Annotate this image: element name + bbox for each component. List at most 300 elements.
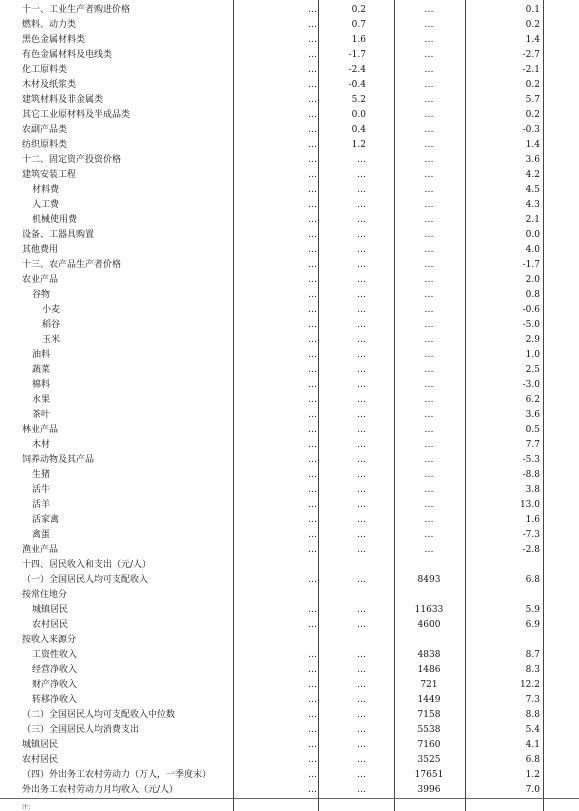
cell-c2: 1.6 [351, 35, 366, 45]
row-label: 活羊 [32, 500, 51, 510]
row-label: 油料 [32, 350, 51, 360]
cell-c3 [394, 633, 464, 648]
row-label: 城镇居民 [32, 605, 69, 615]
cell-c1: … [308, 35, 317, 45]
row-label: （三）全国居民人均消费支出 [22, 725, 140, 735]
cell-c4: -3.0 [522, 380, 540, 390]
cell-c2: … [357, 155, 366, 165]
row-label: 农村居民 [22, 755, 59, 765]
cell-c4: -0.3 [522, 125, 540, 135]
table-row [0, 408, 579, 423]
row-label: 建筑安装工程 [22, 170, 77, 180]
cell-c3: … [424, 245, 434, 255]
cell-c4: -2.1 [522, 65, 540, 75]
row-label: 黑色金属材料类 [22, 35, 86, 45]
cell-c3: … [424, 365, 434, 375]
cell-c1: … [308, 275, 317, 285]
cell-c1: … [308, 20, 317, 30]
row-label: 生猪 [32, 470, 51, 480]
table-row [0, 423, 579, 438]
cell-c1: … [308, 50, 317, 60]
table-row [0, 723, 579, 738]
row-label: （一）全国居民人均可支配收入 [22, 575, 149, 585]
cell-c4: 8.7 [525, 650, 540, 660]
table-row [0, 333, 579, 348]
cell-c2: … [357, 275, 366, 285]
cell-c1: … [308, 665, 317, 675]
cell-c2: -1.7 [348, 50, 366, 60]
cell-c4: -7.3 [522, 530, 540, 540]
cell-c1: … [308, 680, 317, 690]
cell-c1: … [308, 380, 317, 390]
cell-c3: … [424, 455, 434, 465]
table-row [0, 288, 579, 303]
row-label: 其他费用 [22, 245, 59, 255]
table-row [0, 648, 579, 663]
row-label: 小麦 [42, 305, 61, 315]
cell-c1: … [308, 710, 317, 720]
cell-c2: … [357, 200, 366, 210]
cell-c3: … [424, 230, 434, 240]
cell-c4: 6.9 [525, 620, 540, 630]
row-label: 活牛 [32, 485, 51, 495]
table-row [0, 243, 579, 258]
cell-c4: 2.0 [525, 275, 540, 285]
cell-c4 [465, 558, 542, 573]
footnote: 注： [22, 804, 35, 811]
cell-c3: … [424, 470, 434, 480]
table-row [0, 768, 579, 783]
cell-c2: … [357, 350, 366, 360]
row-label: 十四、居民收入和支出（元/人） [22, 560, 152, 570]
cell-c1: … [308, 575, 317, 585]
table-row [0, 543, 579, 558]
cell-c3: … [424, 20, 434, 30]
cell-c2: … [357, 620, 366, 630]
table-row [0, 168, 579, 183]
cell-c3 [394, 558, 464, 573]
cell-c1: … [308, 440, 317, 450]
cell-c4: 2.1 [525, 215, 540, 225]
table-row [0, 453, 579, 468]
cell-c2: … [357, 410, 366, 420]
cell-c2: … [357, 320, 366, 330]
cell-c3: … [424, 290, 434, 300]
cell-c1: … [308, 215, 317, 225]
cell-c1: … [308, 470, 317, 480]
row-label: 城镇居民 [22, 740, 59, 750]
row-label: 林业产品 [22, 425, 59, 435]
cell-c1: … [308, 5, 317, 15]
cell-c1: … [308, 515, 317, 525]
cell-c1: … [308, 200, 317, 210]
row-label: 化工原料类 [22, 65, 68, 75]
cell-c1: … [308, 650, 317, 660]
cell-c4: 1.6 [525, 515, 540, 525]
row-label: （四）外出务工农村劳动力（万人，一季度末） [22, 770, 212, 780]
cell-c2: … [357, 545, 366, 555]
cell-c2: 0.2 [351, 5, 366, 15]
cell-c4: 4.2 [525, 170, 540, 180]
cell-c1: … [308, 500, 317, 510]
table-row [0, 783, 579, 798]
cell-c3: … [424, 545, 434, 555]
cell-c4: 0.2 [525, 20, 540, 30]
cell-c3: … [424, 320, 434, 330]
row-label: 有色金属材料及电线类 [22, 50, 113, 60]
cell-c4: 0.0 [525, 230, 540, 240]
cell-c4: 0.2 [525, 110, 540, 120]
table-row [0, 258, 579, 273]
table-row [0, 138, 579, 153]
row-label: 谷物 [32, 290, 51, 300]
cell-c2: … [357, 500, 366, 510]
cell-c1 [235, 588, 317, 603]
table-row [0, 528, 579, 543]
row-label: 禽蛋 [32, 530, 51, 540]
cell-c4: 1.2 [525, 770, 540, 780]
table-row [0, 393, 579, 408]
cell-c1: … [308, 95, 317, 105]
table-row [0, 378, 579, 393]
row-label: 其它工业原材料及半成品类 [22, 110, 131, 120]
table-row [0, 213, 579, 228]
cell-c4: 2.5 [525, 365, 540, 375]
cell-c4: 0.2 [525, 80, 540, 90]
row-label: 饲养动物及其产品 [22, 455, 95, 465]
cell-c3: … [424, 35, 434, 45]
cell-c4: 3.6 [525, 410, 540, 420]
cell-c4: 0.1 [525, 5, 540, 15]
cell-c2: … [357, 305, 366, 315]
cell-c2: … [357, 215, 366, 225]
cell-c1: … [308, 605, 317, 615]
table-row [0, 78, 579, 93]
cell-c3: … [424, 530, 434, 540]
row-label: 材料费 [32, 185, 60, 195]
row-label: 玉米 [42, 335, 61, 345]
cell-c1: … [308, 320, 317, 330]
row-label: 农业产品 [22, 275, 59, 285]
cell-c2: … [357, 740, 366, 750]
row-label: 燃料、动力类 [22, 20, 77, 30]
cell-c2: … [357, 770, 366, 780]
table-row [0, 588, 579, 603]
cell-c3: … [424, 80, 434, 90]
table-row [0, 738, 579, 753]
cell-c2: 5.2 [351, 95, 366, 105]
cell-c4: 1.4 [525, 35, 540, 45]
cell-c3: 4838 [417, 650, 441, 660]
cell-c3: 3525 [417, 755, 441, 765]
cell-c4: 0.5 [525, 425, 540, 435]
row-label: 十一、工业生产者购进价格 [22, 5, 131, 15]
row-label: 转移净收入 [32, 695, 78, 705]
cell-c4 [465, 633, 542, 648]
cell-c1: … [308, 695, 317, 705]
cell-c2: 1.2 [351, 140, 366, 150]
cell-c2: … [357, 365, 366, 375]
cell-c2: … [357, 515, 366, 525]
table-row [0, 318, 579, 333]
cell-c1: … [308, 155, 317, 165]
row-label: 经营净收入 [32, 665, 78, 675]
cell-c1: … [308, 80, 317, 90]
cell-c3: 3996 [417, 785, 441, 795]
cell-c3: … [424, 425, 434, 435]
table-row [0, 573, 579, 588]
table-row [0, 753, 579, 768]
cell-c2: … [357, 725, 366, 735]
cell-c1: … [308, 365, 317, 375]
row-label: 木材及纸浆类 [22, 80, 77, 90]
row-label: 人工费 [32, 200, 60, 210]
row-label: 农副产品类 [22, 125, 68, 135]
cell-c2 [318, 558, 368, 573]
row-label: 蔬菜 [32, 365, 51, 375]
cell-c2: … [357, 710, 366, 720]
cell-c1: … [308, 620, 317, 630]
cell-c4: 12.2 [519, 680, 540, 690]
cell-c4: 4.1 [525, 740, 540, 750]
cell-c1: … [308, 245, 317, 255]
cell-c1: … [308, 260, 317, 270]
cell-c1: … [308, 305, 317, 315]
row-label: 外出务工农村劳动力月均收入（元/人） [22, 785, 179, 795]
table-row [0, 633, 579, 648]
row-label: 农村居民 [32, 620, 69, 630]
cell-c3: … [424, 260, 434, 270]
cell-c3: … [424, 125, 434, 135]
cell-c3: 5538 [417, 725, 441, 735]
cell-c2: 0.7 [351, 20, 366, 30]
table-row [0, 678, 579, 693]
cell-c4: 3.6 [525, 155, 540, 165]
table-row [0, 153, 579, 168]
table-row [0, 303, 579, 318]
cell-c4: -2.7 [522, 50, 540, 60]
cell-c2: … [357, 785, 366, 795]
cell-c4: 5.9 [525, 605, 540, 615]
row-label: 建筑材料及非金属类 [22, 95, 104, 105]
cell-c1: … [308, 140, 317, 150]
table-row [0, 108, 579, 123]
cell-c2: … [357, 650, 366, 660]
cell-c2: … [357, 485, 366, 495]
row-label: （二）全国居民人均可支配收入中位数 [22, 710, 176, 720]
table-row [0, 198, 579, 213]
table-row [0, 228, 579, 243]
cell-c3: … [424, 275, 434, 285]
cell-c4: 3.8 [525, 485, 540, 495]
cell-c1: … [308, 725, 317, 735]
table-row [0, 558, 579, 573]
cell-c4: 6.2 [525, 395, 540, 405]
cell-c2: … [357, 230, 366, 240]
cell-c1: … [308, 290, 317, 300]
cell-c3: 17651 [414, 770, 444, 780]
cell-c3: … [424, 500, 434, 510]
row-label: 棉料 [32, 380, 51, 390]
cell-c1 [235, 633, 317, 648]
cell-c2: … [357, 260, 366, 270]
row-label: 按收入来源分 [22, 635, 77, 645]
cell-c4: -1.7 [522, 260, 540, 270]
row-label: 按常住地分 [22, 590, 68, 600]
cell-c3: … [424, 515, 434, 525]
cell-c1: … [308, 545, 317, 555]
cell-c4: 4.3 [525, 200, 540, 210]
cell-c3: … [424, 170, 434, 180]
cell-c1: … [308, 170, 317, 180]
cell-c1: … [308, 425, 317, 435]
cell-c3: 7158 [417, 710, 441, 720]
table-row [0, 663, 579, 678]
cell-c3: … [424, 185, 434, 195]
table-row [0, 618, 579, 633]
table-row [0, 603, 579, 618]
cell-c1: … [308, 785, 317, 795]
cell-c2: … [357, 455, 366, 465]
cell-c3: … [424, 410, 434, 420]
row-label: 十二、固定资产投资价格 [22, 155, 122, 165]
cell-c1: … [308, 350, 317, 360]
table-row [0, 3, 579, 18]
table-row [0, 183, 579, 198]
cell-c3 [394, 588, 464, 603]
cell-c1: … [308, 755, 317, 765]
cell-c2: … [357, 530, 366, 540]
cell-c3: 721 [420, 680, 438, 690]
cell-c1: … [308, 395, 317, 405]
cell-c4: 13.0 [519, 500, 540, 510]
cell-c4: 4.5 [525, 185, 540, 195]
cell-c4: 5.4 [525, 725, 540, 735]
row-label: 纺织原料类 [22, 140, 68, 150]
cell-c3: … [424, 5, 434, 15]
cell-c2: … [357, 695, 366, 705]
cell-c4: 2.9 [525, 335, 540, 345]
cell-c3: … [424, 65, 434, 75]
cell-c4: -2.8 [522, 545, 540, 555]
cell-c4 [465, 588, 542, 603]
cell-c4: 4.0 [525, 245, 540, 255]
cell-c3: … [424, 395, 434, 405]
cell-c4: 8.8 [525, 710, 540, 720]
cell-c3: 8493 [417, 575, 441, 585]
cell-c1: … [308, 65, 317, 75]
table-row [0, 48, 579, 63]
table-row [0, 348, 579, 363]
table-row [0, 273, 579, 288]
cell-c1: … [308, 485, 317, 495]
cell-c2 [318, 633, 368, 648]
cell-c4: 7.3 [525, 695, 540, 705]
cell-c2: 0.0 [351, 110, 366, 120]
row-label: 茶叶 [32, 410, 51, 420]
cell-c3: 4600 [417, 620, 441, 630]
cell-c3: … [424, 335, 434, 345]
table-bottom-rule [0, 798, 579, 799]
row-label: 木材 [32, 440, 51, 450]
cell-c1: … [308, 770, 317, 780]
cell-c2: … [357, 440, 366, 450]
cell-c1: … [308, 410, 317, 420]
row-label: 水果 [32, 395, 51, 405]
table-row [0, 513, 579, 528]
cell-c1: … [308, 335, 317, 345]
cell-c4: 6.8 [525, 575, 540, 585]
row-label: 工资性收入 [32, 650, 78, 660]
cell-c3: … [424, 380, 434, 390]
cell-c3: … [424, 485, 434, 495]
cell-c1: … [308, 185, 317, 195]
cell-c3: … [424, 140, 434, 150]
cell-c3: … [424, 155, 434, 165]
cell-c2: … [357, 335, 366, 345]
cell-c2: … [357, 680, 366, 690]
cell-c2: … [357, 470, 366, 480]
cell-c2: … [357, 395, 366, 405]
row-label: 机械使用费 [32, 215, 78, 225]
cell-c3: … [424, 215, 434, 225]
cell-c1: … [308, 740, 317, 750]
row-label: 稻谷 [42, 320, 61, 330]
cell-c2: -0.4 [348, 80, 366, 90]
cell-c4: 6.8 [525, 755, 540, 765]
row-label: 财产净收入 [32, 680, 78, 690]
table-row [0, 693, 579, 708]
cell-c4: -8.8 [522, 470, 540, 480]
cell-c2: -2.4 [348, 65, 366, 75]
table-row [0, 33, 579, 48]
cell-c2: … [357, 665, 366, 675]
cell-c3: … [424, 200, 434, 210]
table-row [0, 63, 579, 78]
cell-c2: … [357, 755, 366, 765]
cell-c4: -5.3 [522, 455, 540, 465]
cell-c3: … [424, 305, 434, 315]
cell-c4: 7.0 [525, 785, 540, 795]
row-label: 活家禽 [32, 515, 60, 525]
cell-c4: 1.0 [525, 350, 540, 360]
cell-c1: … [308, 530, 317, 540]
row-label: 设备、工器具购置 [22, 230, 95, 240]
cell-c4: 0.8 [525, 290, 540, 300]
table-row [0, 483, 579, 498]
cell-c4: 7.7 [525, 440, 540, 450]
row-label: 渔业产品 [22, 545, 59, 555]
cell-c2: 0.4 [351, 125, 366, 135]
cell-c4: 8.3 [525, 665, 540, 675]
table-row [0, 123, 579, 138]
cell-c2: … [357, 290, 366, 300]
cell-c3: 1449 [417, 695, 441, 705]
cell-c2: … [357, 380, 366, 390]
cell-c2: … [357, 245, 366, 255]
cell-c1 [235, 558, 317, 573]
cell-c3: … [424, 350, 434, 360]
cell-c3: … [424, 50, 434, 60]
cell-c4: -0.6 [522, 305, 540, 315]
cell-c2: … [357, 575, 366, 585]
cell-c3: … [424, 440, 434, 450]
cell-c1: … [308, 125, 317, 135]
cell-c1: … [308, 110, 317, 120]
cell-c2: … [357, 425, 366, 435]
cell-c4: 1.4 [525, 140, 540, 150]
table-row [0, 708, 579, 723]
